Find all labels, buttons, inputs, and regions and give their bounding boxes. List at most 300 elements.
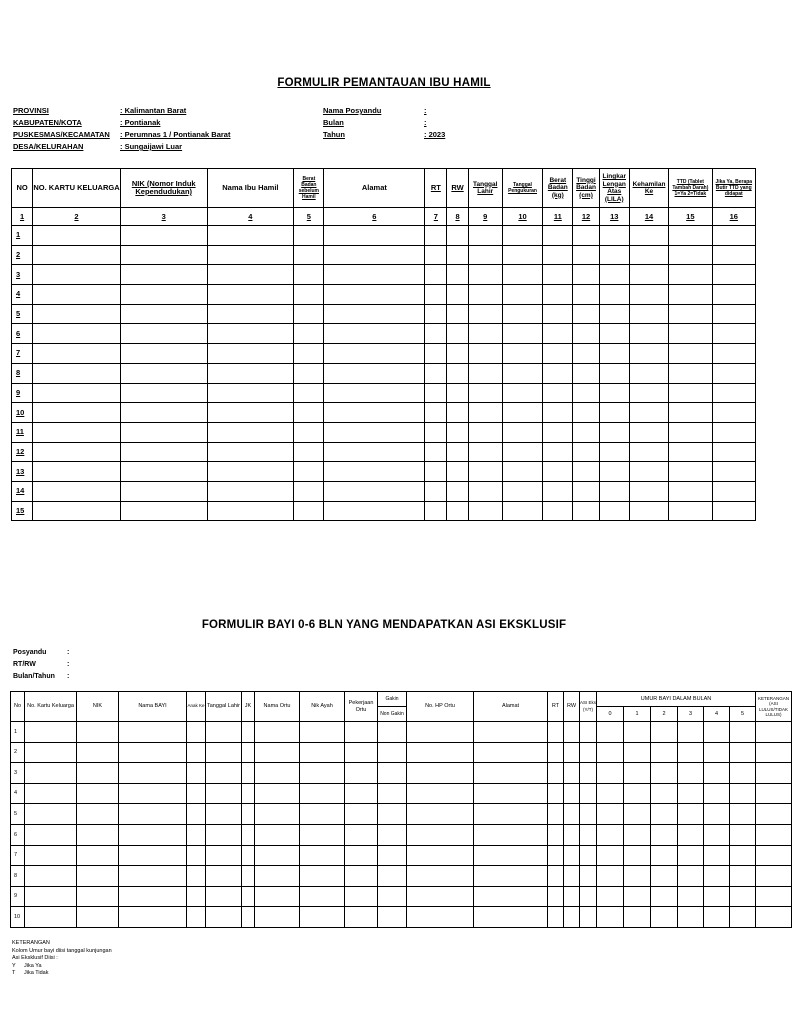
table-cell[interactable] [597, 763, 624, 784]
table-cell[interactable] [712, 226, 755, 246]
table-cell[interactable] [255, 742, 300, 763]
table-cell[interactable] [425, 226, 447, 246]
table-cell[interactable] [629, 226, 668, 246]
table-cell[interactable] [447, 363, 468, 383]
table-cell[interactable] [447, 383, 468, 403]
table-cell[interactable] [712, 442, 755, 462]
table-cell[interactable] [474, 763, 548, 784]
table-cell[interactable] [120, 481, 207, 501]
table-cell[interactable] [242, 742, 255, 763]
table-cell[interactable] [120, 501, 207, 521]
table-cell[interactable] [207, 265, 294, 285]
table-cell[interactable] [573, 462, 599, 482]
table-cell[interactable] [207, 324, 294, 344]
table-cell[interactable] [573, 344, 599, 364]
table-cell[interactable] [294, 363, 324, 383]
table-cell[interactable] [543, 383, 573, 403]
table-cell[interactable] [77, 886, 119, 907]
table-cell[interactable] [468, 285, 502, 305]
table-cell[interactable] [119, 907, 187, 928]
table-cell[interactable] [712, 422, 755, 442]
table-cell[interactable] [25, 886, 77, 907]
table-cell[interactable] [206, 866, 242, 887]
table-cell[interactable] [77, 824, 119, 845]
table-cell[interactable] [378, 804, 407, 825]
table-cell[interactable] [425, 383, 447, 403]
table-cell[interactable] [324, 265, 425, 285]
table-cell[interactable] [756, 886, 792, 907]
table-cell[interactable] [300, 804, 345, 825]
table-cell[interactable] [669, 462, 712, 482]
table-cell[interactable] [756, 763, 792, 784]
table-cell[interactable] [120, 265, 207, 285]
table-cell[interactable] [597, 804, 624, 825]
table-cell[interactable] [447, 422, 468, 442]
table-cell[interactable] [704, 907, 730, 928]
table-cell[interactable] [120, 245, 207, 265]
table-cell[interactable] [242, 804, 255, 825]
table-cell[interactable] [447, 481, 468, 501]
table-cell[interactable] [669, 363, 712, 383]
table-cell[interactable] [629, 304, 668, 324]
table-cell[interactable] [678, 783, 704, 804]
table-cell[interactable] [543, 245, 573, 265]
table-cell[interactable] [573, 481, 599, 501]
table-cell[interactable] [502, 442, 542, 462]
table-cell[interactable] [187, 742, 206, 763]
table-cell[interactable] [77, 722, 119, 743]
table-cell[interactable] [548, 783, 564, 804]
table-cell[interactable] [564, 866, 580, 887]
table-cell[interactable] [624, 763, 651, 784]
table-cell[interactable] [597, 742, 624, 763]
table-cell[interactable] [120, 285, 207, 305]
table-cell[interactable] [580, 824, 597, 845]
table-cell[interactable] [704, 742, 730, 763]
table-cell[interactable] [624, 804, 651, 825]
table-cell[interactable] [597, 783, 624, 804]
table-cell[interactable] [77, 742, 119, 763]
table-cell[interactable] [543, 462, 573, 482]
table-cell[interactable] [242, 886, 255, 907]
table-cell[interactable] [712, 285, 755, 305]
table-cell[interactable] [407, 866, 474, 887]
table-cell[interactable] [678, 722, 704, 743]
table-cell[interactable] [425, 442, 447, 462]
table-cell[interactable] [712, 481, 755, 501]
table-cell[interactable] [543, 442, 573, 462]
table-cell[interactable] [378, 824, 407, 845]
table-cell[interactable] [629, 344, 668, 364]
table-cell[interactable] [599, 481, 629, 501]
table-cell[interactable] [120, 383, 207, 403]
table-cell[interactable] [502, 383, 542, 403]
table-cell[interactable] [33, 442, 121, 462]
table-cell[interactable] [187, 907, 206, 928]
table-cell[interactable] [324, 245, 425, 265]
table-cell[interactable] [119, 783, 187, 804]
table-cell[interactable] [712, 383, 755, 403]
table-cell[interactable] [468, 403, 502, 423]
table-cell[interactable] [207, 422, 294, 442]
table-cell[interactable] [187, 783, 206, 804]
table-cell[interactable] [548, 763, 564, 784]
table-cell[interactable] [651, 783, 678, 804]
table-cell[interactable] [669, 245, 712, 265]
table-cell[interactable] [206, 804, 242, 825]
table-cell[interactable] [447, 265, 468, 285]
table-cell[interactable] [599, 462, 629, 482]
table-cell[interactable] [300, 907, 345, 928]
table-cell[interactable] [33, 481, 121, 501]
table-cell[interactable] [77, 763, 119, 784]
table-cell[interactable] [255, 907, 300, 928]
table-cell[interactable] [599, 403, 629, 423]
table-cell[interactable] [651, 722, 678, 743]
table-cell[interactable] [324, 462, 425, 482]
table-cell[interactable] [294, 501, 324, 521]
table-cell[interactable] [324, 403, 425, 423]
table-cell[interactable] [624, 783, 651, 804]
table-cell[interactable] [730, 742, 756, 763]
table-cell[interactable] [669, 383, 712, 403]
table-cell[interactable] [242, 907, 255, 928]
table-cell[interactable] [300, 886, 345, 907]
table-cell[interactable] [25, 866, 77, 887]
table-cell[interactable] [378, 783, 407, 804]
table-cell[interactable] [255, 804, 300, 825]
table-cell[interactable] [447, 285, 468, 305]
table-cell[interactable] [207, 363, 294, 383]
table-cell[interactable] [502, 245, 542, 265]
table-cell[interactable] [548, 804, 564, 825]
table-cell[interactable] [629, 383, 668, 403]
table-cell[interactable] [468, 422, 502, 442]
table-cell[interactable] [712, 462, 755, 482]
table-cell[interactable] [474, 824, 548, 845]
table-cell[interactable] [564, 804, 580, 825]
table-cell[interactable] [345, 886, 378, 907]
table-cell[interactable] [651, 742, 678, 763]
table-cell[interactable] [120, 442, 207, 462]
table-cell[interactable] [678, 742, 704, 763]
table-cell[interactable] [502, 304, 542, 324]
table-cell[interactable] [580, 866, 597, 887]
table-cell[interactable] [468, 363, 502, 383]
table-cell[interactable] [599, 501, 629, 521]
table-cell[interactable] [651, 763, 678, 784]
table-cell[interactable] [378, 907, 407, 928]
table-cell[interactable] [324, 304, 425, 324]
table-cell[interactable] [599, 324, 629, 344]
table-cell[interactable] [624, 742, 651, 763]
table-cell[interactable] [599, 226, 629, 246]
table-cell[interactable] [25, 824, 77, 845]
table-cell[interactable] [407, 742, 474, 763]
table-cell[interactable] [206, 824, 242, 845]
table-cell[interactable] [447, 344, 468, 364]
table-cell[interactable] [294, 344, 324, 364]
table-cell[interactable] [300, 783, 345, 804]
table-cell[interactable] [119, 824, 187, 845]
table-cell[interactable] [756, 722, 792, 743]
table-cell[interactable] [704, 783, 730, 804]
table-cell[interactable] [207, 304, 294, 324]
table-cell[interactable] [206, 907, 242, 928]
table-cell[interactable] [599, 363, 629, 383]
table-cell[interactable] [33, 383, 121, 403]
table-cell[interactable] [669, 403, 712, 423]
table-cell[interactable] [597, 907, 624, 928]
table-cell[interactable] [756, 907, 792, 928]
table-cell[interactable] [255, 763, 300, 784]
table-cell[interactable] [345, 804, 378, 825]
table-cell[interactable] [629, 265, 668, 285]
table-cell[interactable] [543, 265, 573, 285]
table-cell[interactable] [33, 304, 121, 324]
table-cell[interactable] [502, 422, 542, 442]
table-cell[interactable] [548, 722, 564, 743]
table-cell[interactable] [300, 763, 345, 784]
table-cell[interactable] [77, 907, 119, 928]
table-cell[interactable] [25, 722, 77, 743]
table-cell[interactable] [712, 363, 755, 383]
table-cell[interactable] [345, 742, 378, 763]
table-cell[interactable] [573, 363, 599, 383]
table-cell[interactable] [425, 285, 447, 305]
table-cell[interactable] [573, 285, 599, 305]
table-cell[interactable] [25, 783, 77, 804]
table-cell[interactable] [669, 304, 712, 324]
table-cell[interactable] [119, 722, 187, 743]
table-cell[interactable] [468, 481, 502, 501]
table-cell[interactable] [474, 804, 548, 825]
table-cell[interactable] [564, 722, 580, 743]
table-cell[interactable] [294, 462, 324, 482]
table-cell[interactable] [599, 265, 629, 285]
table-cell[interactable] [425, 344, 447, 364]
table-cell[interactable] [651, 866, 678, 887]
table-cell[interactable] [629, 245, 668, 265]
table-cell[interactable] [678, 886, 704, 907]
table-cell[interactable] [543, 285, 573, 305]
table-cell[interactable] [207, 245, 294, 265]
table-cell[interactable] [573, 422, 599, 442]
table-cell[interactable] [597, 845, 624, 866]
table-cell[interactable] [300, 866, 345, 887]
table-cell[interactable] [120, 363, 207, 383]
table-cell[interactable] [624, 824, 651, 845]
table-cell[interactable] [120, 304, 207, 324]
table-cell[interactable] [468, 383, 502, 403]
table-cell[interactable] [207, 226, 294, 246]
table-cell[interactable] [756, 742, 792, 763]
table-cell[interactable] [33, 324, 121, 344]
table-cell[interactable] [25, 845, 77, 866]
table-cell[interactable] [543, 344, 573, 364]
table-cell[interactable] [548, 845, 564, 866]
table-cell[interactable] [345, 783, 378, 804]
table-cell[interactable] [730, 804, 756, 825]
table-cell[interactable] [77, 845, 119, 866]
table-cell[interactable] [624, 722, 651, 743]
table-cell[interactable] [629, 403, 668, 423]
table-cell[interactable] [300, 722, 345, 743]
table-cell[interactable] [474, 886, 548, 907]
table-cell[interactable] [580, 742, 597, 763]
table-cell[interactable] [599, 285, 629, 305]
table-cell[interactable] [573, 265, 599, 285]
table-cell[interactable] [730, 783, 756, 804]
table-cell[interactable] [324, 363, 425, 383]
table-cell[interactable] [294, 265, 324, 285]
table-cell[interactable] [756, 783, 792, 804]
table-cell[interactable] [704, 763, 730, 784]
table-cell[interactable] [206, 886, 242, 907]
table-cell[interactable] [599, 422, 629, 442]
table-cell[interactable] [573, 383, 599, 403]
table-cell[interactable] [599, 304, 629, 324]
table-cell[interactable] [580, 886, 597, 907]
table-cell[interactable] [378, 763, 407, 784]
table-cell[interactable] [678, 804, 704, 825]
table-cell[interactable] [255, 722, 300, 743]
table-cell[interactable] [712, 403, 755, 423]
table-cell[interactable] [207, 462, 294, 482]
table-cell[interactable] [187, 804, 206, 825]
table-cell[interactable] [669, 265, 712, 285]
table-cell[interactable] [730, 907, 756, 928]
table-cell[interactable] [120, 344, 207, 364]
table-cell[interactable] [597, 886, 624, 907]
table-cell[interactable] [468, 442, 502, 462]
table-cell[interactable] [573, 304, 599, 324]
table-cell[interactable] [548, 907, 564, 928]
table-cell[interactable] [33, 501, 121, 521]
table-cell[interactable] [564, 907, 580, 928]
table-cell[interactable] [255, 824, 300, 845]
table-cell[interactable] [548, 886, 564, 907]
table-cell[interactable] [474, 845, 548, 866]
table-cell[interactable] [25, 742, 77, 763]
table-cell[interactable] [730, 886, 756, 907]
table-cell[interactable] [324, 383, 425, 403]
table-cell[interactable] [564, 824, 580, 845]
table-cell[interactable] [468, 344, 502, 364]
table-cell[interactable] [33, 403, 121, 423]
table-cell[interactable] [543, 324, 573, 344]
table-cell[interactable] [543, 226, 573, 246]
table-cell[interactable] [345, 866, 378, 887]
table-cell[interactable] [407, 907, 474, 928]
table-cell[interactable] [378, 742, 407, 763]
table-cell[interactable] [502, 324, 542, 344]
table-cell[interactable] [564, 742, 580, 763]
table-cell[interactable] [33, 245, 121, 265]
table-cell[interactable] [119, 886, 187, 907]
table-cell[interactable] [502, 462, 542, 482]
table-cell[interactable] [704, 804, 730, 825]
table-cell[interactable] [345, 824, 378, 845]
table-cell[interactable] [597, 824, 624, 845]
table-cell[interactable] [624, 845, 651, 866]
table-cell[interactable] [425, 422, 447, 442]
table-cell[interactable] [378, 886, 407, 907]
table-cell[interactable] [187, 886, 206, 907]
table-cell[interactable] [704, 845, 730, 866]
table-cell[interactable] [425, 245, 447, 265]
table-cell[interactable] [242, 824, 255, 845]
table-cell[interactable] [447, 324, 468, 344]
table-cell[interactable] [474, 866, 548, 887]
table-cell[interactable] [120, 403, 207, 423]
table-cell[interactable] [543, 481, 573, 501]
table-cell[interactable] [502, 403, 542, 423]
table-cell[interactable] [407, 804, 474, 825]
table-cell[interactable] [573, 403, 599, 423]
table-cell[interactable] [669, 344, 712, 364]
table-cell[interactable] [425, 324, 447, 344]
table-cell[interactable] [324, 481, 425, 501]
table-cell[interactable] [502, 344, 542, 364]
table-cell[interactable] [730, 722, 756, 743]
table-cell[interactable] [25, 907, 77, 928]
table-cell[interactable] [599, 245, 629, 265]
table-cell[interactable] [580, 804, 597, 825]
table-cell[interactable] [502, 226, 542, 246]
table-cell[interactable] [300, 742, 345, 763]
table-cell[interactable] [629, 462, 668, 482]
table-cell[interactable] [651, 804, 678, 825]
table-cell[interactable] [255, 783, 300, 804]
table-cell[interactable] [468, 304, 502, 324]
table-cell[interactable] [468, 501, 502, 521]
table-cell[interactable] [678, 763, 704, 784]
table-cell[interactable] [407, 824, 474, 845]
table-cell[interactable] [543, 422, 573, 442]
table-cell[interactable] [564, 763, 580, 784]
table-cell[interactable] [425, 363, 447, 383]
table-cell[interactable] [704, 824, 730, 845]
table-cell[interactable] [425, 481, 447, 501]
table-cell[interactable] [447, 501, 468, 521]
table-cell[interactable] [502, 363, 542, 383]
table-cell[interactable] [474, 722, 548, 743]
table-cell[interactable] [187, 866, 206, 887]
table-cell[interactable] [206, 742, 242, 763]
table-cell[interactable] [255, 886, 300, 907]
table-cell[interactable] [33, 363, 121, 383]
table-cell[interactable] [564, 783, 580, 804]
table-cell[interactable] [407, 722, 474, 743]
table-cell[interactable] [294, 285, 324, 305]
table-cell[interactable] [669, 422, 712, 442]
table-cell[interactable] [629, 501, 668, 521]
table-cell[interactable] [407, 886, 474, 907]
table-cell[interactable] [468, 226, 502, 246]
table-cell[interactable] [294, 383, 324, 403]
table-cell[interactable] [629, 481, 668, 501]
table-cell[interactable] [474, 907, 548, 928]
table-cell[interactable] [294, 245, 324, 265]
table-cell[interactable] [378, 722, 407, 743]
table-cell[interactable] [468, 265, 502, 285]
table-cell[interactable] [77, 783, 119, 804]
table-cell[interactable] [294, 403, 324, 423]
table-cell[interactable] [206, 763, 242, 784]
table-cell[interactable] [25, 804, 77, 825]
table-cell[interactable] [712, 245, 755, 265]
